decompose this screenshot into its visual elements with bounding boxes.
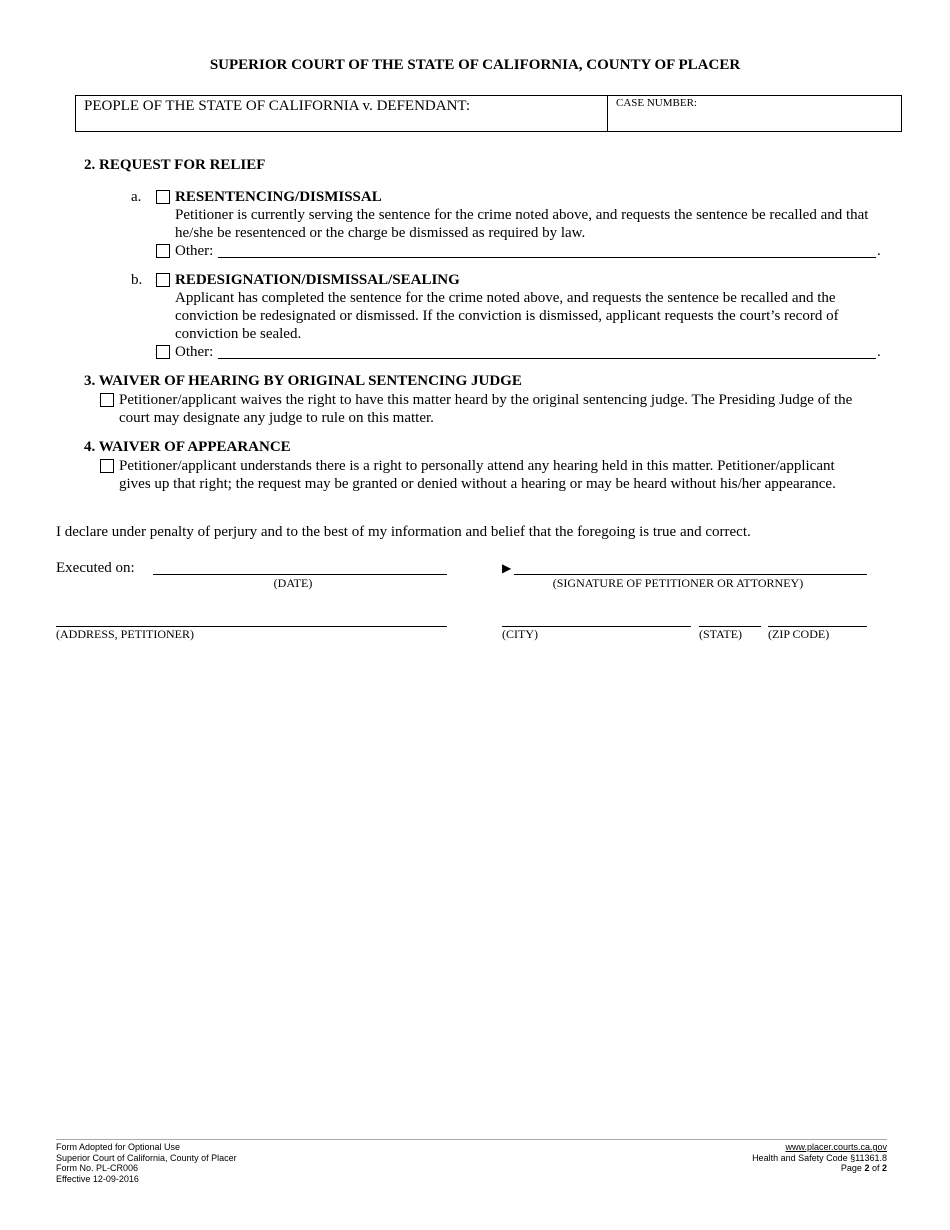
redesignation-text-line1: Applicant has completed the sentence for the crime noted above, and requests the sentence be recalled and the: [175, 290, 836, 306]
date-field[interactable]: [153, 574, 447, 575]
footer-form-adopted: Form Adopted for Optional Use: [56, 1142, 181, 1152]
footer-website-link[interactable]: www.placer.courts.ca.gov: [785, 1142, 887, 1152]
footer-court-name: Superior Court of California, County of Placer: [56, 1152, 237, 1163]
resentencing-text-line2: he/she be resentenced or the charge be dismissed as required by law.: [175, 225, 586, 241]
resentencing-other-label: Other:: [175, 243, 214, 259]
redesignation-checkbox[interactable]: [156, 273, 170, 287]
zip-code-label: (ZIP CODE): [768, 627, 830, 641]
footer-code-reference: Health and Safety Code §11361.8: [752, 1152, 887, 1163]
redesignation-text-line2: conviction be redesignated or dismissed. If the conviction is dismissed, applicant requests the court’s record of: [175, 308, 839, 324]
executed-on-label: Executed on:: [56, 560, 135, 576]
footer-form-number: Form No. PL-CR006: [56, 1163, 139, 1173]
court-title: SUPERIOR COURT OF THE STATE OF CALIFORNIA, COUNTY OF PLACER: [209, 57, 741, 73]
case-number-label: CASE NUMBER:: [616, 97, 697, 109]
address-label: (ADDRESS, PETITIONER): [56, 627, 194, 641]
footer-page-number: Page 2 of 2: [840, 1163, 887, 1173]
case-caption-parties: PEOPLE OF THE STATE OF CALIFORNIA v. DEFENDANT:: [84, 98, 470, 114]
redesignation-text-line3: conviction be sealed.: [175, 326, 302, 342]
resentencing-title: RESENTENCING/DISMISSAL: [175, 189, 382, 205]
city-label: (CITY): [502, 627, 538, 641]
section-3-heading: 3. WAIVER OF HEARING BY ORIGINAL SENTENCING JUDGE: [84, 373, 522, 389]
waiver-hearing-text-line1: Petitioner/applicant waives the right to have this matter heard by the original sentencing judge. The Presiding Judge of the: [119, 392, 853, 408]
waiver-hearing-text-line2: court may designate any judge to rule on this matter.: [119, 410, 434, 426]
state-label: (STATE): [699, 627, 743, 641]
redesignation-other-label: Other:: [175, 344, 214, 360]
footer-divider: [56, 1139, 887, 1140]
resentencing-checkbox[interactable]: [156, 190, 170, 204]
case-caption-box: [75, 95, 902, 132]
caption-divider: [607, 96, 608, 131]
signature-label: (SIGNATURE OF PETITIONER OR ATTORNEY): [552, 576, 804, 590]
date-label: (DATE): [273, 576, 313, 590]
waiver-appearance-checkbox[interactable]: [100, 459, 114, 473]
period: .: [877, 344, 881, 360]
section-4-heading: 4. WAIVER OF APPEARANCE: [84, 439, 291, 455]
waiver-hearing-checkbox[interactable]: [100, 393, 114, 407]
footer-right: [600, 1142, 887, 1174]
redesignation-other-checkbox[interactable]: [156, 345, 170, 359]
redesignation-title: REDESIGNATION/DISMISSAL/SEALING: [175, 272, 460, 288]
item-a-letter: a.: [131, 189, 142, 205]
section-2-heading: 2. REQUEST FOR RELIEF: [84, 157, 266, 173]
period: .: [877, 243, 881, 259]
signature-arrow-icon: ▶: [502, 561, 512, 575]
footer-left: [56, 1142, 237, 1184]
signature-field[interactable]: [514, 574, 867, 575]
resentencing-other-field[interactable]: [218, 257, 876, 258]
waiver-appearance-text-line1: Petitioner/applicant understands there is a right to personally attend any hearing held in this matter. Petitioner/applicant: [119, 458, 835, 474]
redesignation-other-field[interactable]: [218, 358, 876, 359]
perjury-declaration: I declare under penalty of perjury and to the best of my information and belief that the foregoing is true and correct.: [56, 524, 751, 540]
waiver-appearance-text-line2: gives up that right; the request may be granted or denied without a hearing or may be heard without his/her appearance.: [119, 476, 836, 492]
resentencing-text-line1: Petitioner is currently serving the sentence for the crime noted above, and requests the sentence be recalled and that: [175, 207, 869, 223]
resentencing-other-checkbox[interactable]: [156, 244, 170, 258]
footer-effective-date: Effective 12-09-2016: [56, 1173, 139, 1184]
item-b-letter: b.: [131, 272, 143, 288]
